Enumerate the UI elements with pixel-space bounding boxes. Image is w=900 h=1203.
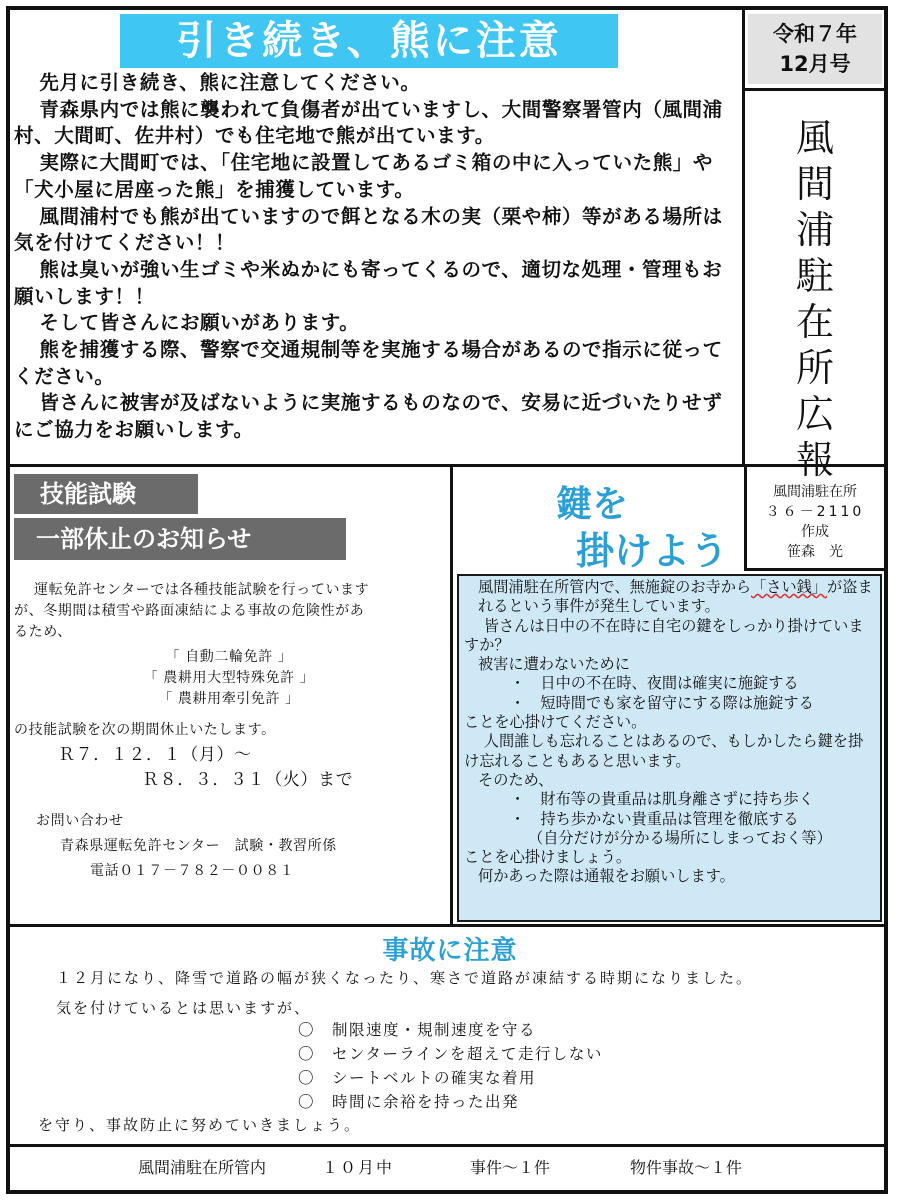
divider-top bbox=[8, 464, 888, 467]
accident-item: 〇 センターラインを超えて走行しない bbox=[298, 1045, 603, 1063]
title-char: 報 bbox=[795, 438, 834, 482]
lock-text: 人間誰しも忘れることはあるので、もしかしたら鍵を掛け忘れることもあると思います。 bbox=[464, 732, 864, 770]
divider-middle bbox=[8, 924, 888, 927]
accident-list bbox=[298, 1018, 858, 1114]
lock-notice bbox=[457, 574, 882, 922]
lock-text: ことを心掛けましょう。 bbox=[464, 848, 632, 867]
bear-paragraph: 先月に引き続き、熊に注意してください。 bbox=[39, 71, 421, 94]
exam-notice bbox=[14, 580, 444, 882]
date-from: Ｒ７．１２．１（月）～ bbox=[58, 745, 252, 765]
title-char: 浦 bbox=[795, 208, 834, 252]
lock-text: 何かあった際は通報をお願いします。 bbox=[478, 867, 735, 886]
title-char: 広 bbox=[795, 392, 834, 436]
lock-text: 被害に遭わないために bbox=[478, 655, 630, 674]
divider-sidebar bbox=[742, 8, 745, 466]
bear-paragraph: 熊を捕獲する際、警察で交通規制等を実施する場合があるので指示に従ってください。 bbox=[14, 338, 723, 388]
license-item: 「 農耕用大型特殊免許 」 bbox=[143, 670, 315, 686]
bear-paragraph: 青森県内では熊に襲われて負傷者が出ていますし、大間警察署管内（風間浦村、大間町、佐井村）でも住宅地で熊が出ています。 bbox=[14, 97, 723, 148]
bear-article bbox=[14, 70, 736, 444]
lock-title-2: 掛けよう bbox=[576, 529, 729, 573]
author-office: 風間浦駐在所 bbox=[773, 484, 857, 500]
accident-item: 〇 時間に余裕を持った出発 bbox=[298, 1093, 520, 1111]
title-char: 在 bbox=[795, 300, 834, 344]
lock-text: 皆さんは日中の不在時に自宅の鍵をしっかり掛けていますか？ bbox=[464, 616, 864, 654]
accident-title: 事故に注意 bbox=[382, 936, 518, 966]
accident-item: 〇 制限速度・規制速度を守る bbox=[298, 1021, 537, 1039]
footer-month: １０月中 bbox=[322, 1158, 395, 1177]
contact-label: お問い合わせ bbox=[36, 813, 124, 829]
exam-intro: 運転免許センターでは各種技能試験を行っています bbox=[34, 582, 370, 598]
contact-tel: 電話０１７－７８２－００８１ bbox=[90, 863, 295, 879]
accident-text: １２月になり、降雪で道路の幅が狭くなったり、寒さで道路が凍結する時期になりました。 bbox=[56, 969, 754, 987]
bear-paragraph: 実際に大間町では、「住宅地に設置してあるゴミ箱の中に入っていた熊」や「犬小屋に居座った熊」を捕獲しています。 bbox=[14, 151, 713, 201]
exam-suspend: の技能試験を次の期間休止いたします。 bbox=[14, 722, 276, 738]
exam-intro: が、冬期間は積雪や路面凍結による事故の危険性があ bbox=[14, 603, 365, 619]
lock-bullet: ・ 短時間でも家を留守にする際は施錠する bbox=[510, 693, 814, 712]
lock-text bbox=[464, 578, 876, 617]
divider-issue bbox=[744, 88, 888, 91]
accident-item: 〇 シートベルトの確実な着用 bbox=[298, 1069, 537, 1087]
publication-title bbox=[760, 115, 870, 483]
bear-paragraph: 熊は臭いが強い生ゴミや米ぬかにも寄ってくるので、適切な処理・管理もお願いします！！ bbox=[14, 257, 723, 308]
author-tel: ３６－2110 bbox=[765, 504, 865, 520]
title-char: 間 bbox=[795, 162, 834, 206]
title-char: 所 bbox=[795, 346, 834, 390]
lock-bullet: ・ 日中の不在時、夜間は確実に施錠する bbox=[510, 674, 799, 693]
lock-bullet: ・ 持ち歩かない貴重品は管理を徹底する bbox=[510, 809, 799, 828]
accident-text: 気を付けているとは思いますが、 bbox=[56, 999, 312, 1017]
lock-bullet: ・ 財布等の貴重品は肌身離さずに持ち歩く bbox=[510, 790, 814, 809]
divider-author bbox=[744, 466, 747, 570]
license-item: 「 自動二輪免許 」 bbox=[165, 649, 293, 665]
footer-stats bbox=[12, 1150, 882, 1186]
issue-label bbox=[748, 14, 882, 84]
bear-paragraph: 風間浦村でも熊が出ていますので餌となる木の実（栗や柿）等がある場所は気を付けてください！！ bbox=[14, 204, 723, 255]
lock-text-highlight: 「さい銭」 bbox=[751, 578, 828, 596]
exam-heading-2: 一部休止のお知らせ bbox=[14, 518, 346, 560]
divider-columns bbox=[450, 466, 453, 926]
bear-title: 引き続き、熊に注意 bbox=[120, 14, 618, 68]
author-name: 笹森 光 bbox=[787, 544, 843, 560]
title-char: 駐 bbox=[795, 254, 834, 298]
lock-text-part: が盗まれるという事件が発生しています。 bbox=[478, 578, 873, 616]
accident-intro bbox=[36, 966, 882, 1020]
lock-title-1: 鍵を bbox=[556, 484, 629, 525]
accident-close: を守り、事故防止に努めていきましょう。 bbox=[38, 1116, 362, 1134]
footer-property: 物件事故～１件 bbox=[630, 1158, 743, 1177]
bear-paragraph: そして皆さんにお願いがあります。 bbox=[39, 311, 360, 335]
exam-heading-1: 技能試験 bbox=[14, 474, 198, 514]
contact-org: 青森県運転免許センター 試験・教習所係 bbox=[60, 838, 337, 854]
lock-text: そのため、 bbox=[478, 770, 554, 789]
footer-incidents: 事件～１件 bbox=[470, 1158, 551, 1177]
lock-text-part: 風間浦駐在所管内で、無施錠のお寺から bbox=[478, 578, 752, 596]
lock-bullet-note: （自分だけが分かる場所にしまっておく等） bbox=[528, 828, 832, 847]
license-item: 「 農耕用牽引免許 」 bbox=[158, 691, 300, 707]
bear-paragraph: 皆さんに被害が及ばないように実施するものなので、安易に近づいたりせずにご協力をお願いします。 bbox=[14, 391, 723, 442]
exam-intro: るため、 bbox=[14, 624, 72, 640]
title-char: 風 bbox=[795, 116, 834, 160]
lock-text: ことを心掛けてください。 bbox=[464, 713, 647, 732]
issue-month: 12月号 bbox=[779, 52, 851, 76]
author-made: 作成 bbox=[801, 524, 829, 540]
date-to: Ｒ８．３．３１（火）まで bbox=[142, 770, 354, 790]
divider-footer bbox=[8, 1144, 888, 1147]
issue-year: 令和７年 bbox=[773, 22, 857, 46]
divider-author-bottom bbox=[744, 568, 888, 571]
author-box bbox=[748, 474, 882, 566]
footer-area: 風間浦駐在所管内 bbox=[138, 1158, 267, 1177]
